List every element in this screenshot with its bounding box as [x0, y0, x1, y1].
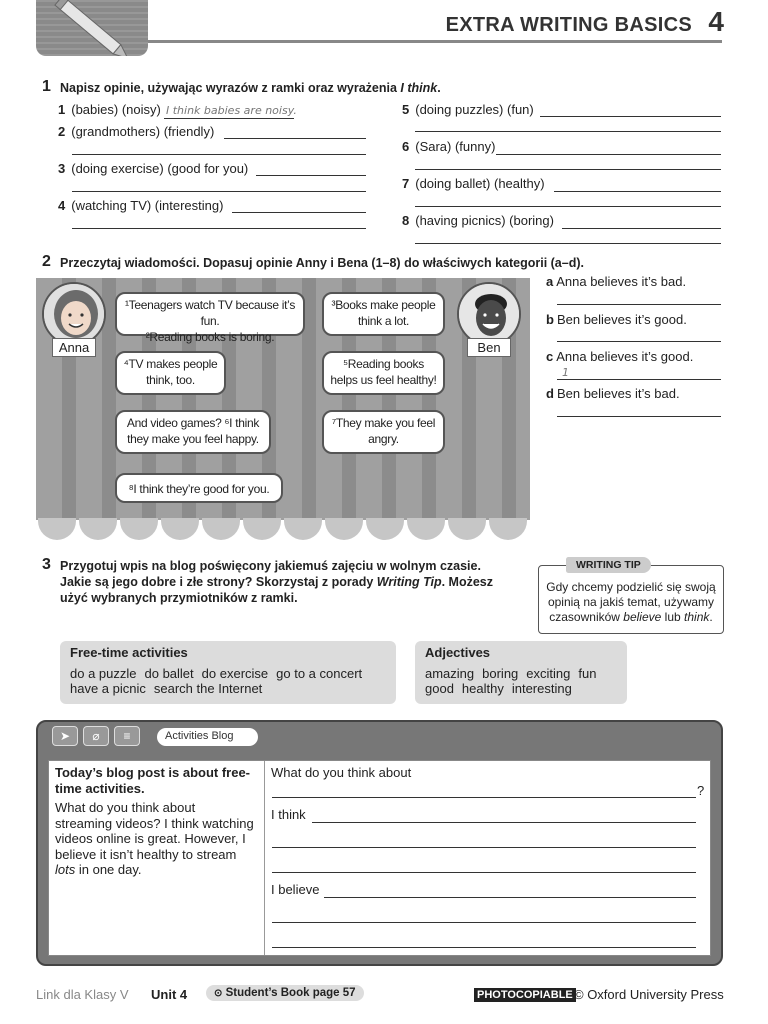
footer-unit: Unit 4 — [151, 987, 188, 1002]
answer-line[interactable] — [415, 169, 721, 170]
answer-line[interactable] — [496, 154, 721, 155]
header-rule — [148, 40, 722, 43]
answer-line[interactable] — [272, 797, 696, 798]
anna-avatar — [42, 282, 106, 346]
ex1-item-7: 7 (doing ballet) (healthy) — [402, 176, 545, 191]
answer-line[interactable] — [540, 116, 721, 117]
answer-line[interactable] — [232, 212, 366, 213]
answer-line[interactable] — [557, 304, 721, 305]
curtain-scallop — [284, 518, 322, 540]
ex1-item-5: 5 (doing puzzles) (fun) — [402, 102, 534, 117]
footer-sb-page: ⊙ Student’s Book page 57 — [206, 985, 364, 1001]
bubble-6: And video games? ⁶I think they make you feel happy. — [115, 410, 271, 454]
bubble-3: ³Books make people think a lot. — [322, 292, 445, 336]
bubble-7: ⁷They make you feel angry. — [322, 410, 445, 454]
answer-line[interactable] — [72, 228, 366, 229]
blog-post: Today’s blog post is about free-time activities. What do you think about streaming videos? I think watching videos online is great. However, I believe it isn’t healthy to stream lots in one day. — [55, 765, 254, 877]
ex1-item-4: 4 (watching TV) (interesting) — [58, 198, 224, 213]
category-a: a Anna believes it’s bad. — [546, 274, 687, 289]
answer-line[interactable] — [557, 341, 721, 342]
ex1-item-3: 3 (doing exercise) (good for you) — [58, 161, 249, 176]
answer-line[interactable] — [554, 191, 721, 192]
curtain-scallop — [366, 518, 404, 540]
blog-prompt-think: I think — [271, 807, 306, 822]
curtain-scallop — [407, 518, 445, 540]
blog-prompt-what: What do you think about — [271, 765, 412, 780]
curtain-scallop — [38, 518, 76, 540]
category-b: b Ben believes it’s good. — [546, 312, 687, 327]
curtain-scallop — [79, 518, 117, 540]
category-c-answer: 1 — [562, 366, 569, 379]
answer-line[interactable] — [256, 175, 366, 176]
ex2-number: 2 — [42, 253, 51, 270]
curtain-scallop — [202, 518, 240, 540]
writing-tip-box: Gdy chcemy podzielić się swoją opinią na jakiś temat, używamy czasowników believe lub think. — [538, 565, 724, 634]
answer-line[interactable] — [557, 379, 721, 380]
question-mark: ? — [697, 783, 705, 798]
curtain-scallop — [448, 518, 486, 540]
ex1-answer-1: I think babies are noisy. — [166, 104, 297, 117]
unit-number: 4 — [708, 6, 724, 37]
bubble-8: ⁸I think they’re good for you. — [115, 473, 283, 503]
answer-line[interactable] — [324, 897, 696, 898]
answer-line[interactable] — [562, 228, 721, 229]
send-icon[interactable]: ➤ — [52, 726, 78, 746]
attach-icon[interactable]: ⌀ — [83, 726, 109, 746]
ex1-number: 1 — [42, 78, 51, 95]
activities-box: Free-time activities do a puzzle do ballet do exercise go to a concert have a picnic search the Internet — [60, 641, 396, 704]
answer-line[interactable] — [272, 947, 696, 948]
copyright: © Oxford University Press — [574, 987, 724, 1002]
pencil-icon — [36, 0, 148, 56]
category-c: c Anna believes it’s good. — [546, 349, 694, 364]
ex3-number: 3 — [42, 556, 51, 573]
answer-line[interactable] — [272, 872, 696, 873]
bubble-1-2: ¹Teenagers watch TV because it’s fun. ²Reading books is boring. — [115, 292, 305, 336]
blog-prompt-believe: I believe — [271, 882, 320, 897]
curtain-scallop — [325, 518, 363, 540]
answer-line[interactable] — [415, 206, 721, 207]
curtain-scallop — [120, 518, 158, 540]
ex2-instruction: Przeczytaj wiadomości. Dopasuj opinie Anny i Bena (1–8) do właściwych kategorii (a–d). — [60, 256, 584, 270]
page-title: EXTRA WRITING BASICS — [445, 14, 692, 36]
curtain-scallop — [161, 518, 199, 540]
answer-line[interactable] — [415, 131, 721, 132]
anna-name: Anna — [52, 338, 96, 357]
answer-line[interactable] — [72, 191, 366, 192]
eye-icon: ⊙ — [214, 988, 223, 999]
ex1-item-6: 6 (Sara) (funny) — [402, 139, 496, 154]
answer-line[interactable] — [272, 847, 696, 848]
ex1-item-2: 2 (grandmothers) (friendly) — [58, 124, 215, 139]
footer-course: Link dla Klasy V — [36, 987, 129, 1002]
menu-icon[interactable]: ≡ — [114, 726, 140, 746]
answer-line[interactable] — [164, 118, 294, 119]
header-tab — [36, 0, 148, 56]
ex3-instruction: Przygotuj wpis na blog poświęcony jakiemuś zajęciu w wolnym czasie. Jakie są jego dobre i złe strony? Skorzystaj z porady Writing Tip. Możesz użyć wybranych przymiotników z ramki. — [60, 559, 494, 605]
ex1-item-8: 8 (having picnics) (boring) — [402, 213, 554, 228]
bubble-4: ⁴TV makes people think, too. — [115, 351, 226, 395]
photocopiable-badge: PHOTOCOPIABLE — [474, 988, 576, 1002]
ben-avatar — [457, 282, 521, 346]
answer-line[interactable] — [557, 416, 721, 417]
answer-line[interactable] — [312, 822, 696, 823]
blog-divider — [264, 761, 265, 955]
answer-line[interactable] — [272, 922, 696, 923]
answer-line[interactable] — [415, 243, 721, 244]
writing-tip-label: WRITING TIP — [566, 557, 651, 573]
adjectives-box: Adjectives amazing boring exciting fun good healthy interesting — [415, 641, 627, 704]
ben-name: Ben — [467, 338, 511, 357]
ex1-item-1: 1 (babies) (noisy) — [58, 102, 161, 117]
curtain-scallop — [489, 518, 527, 540]
category-d: d Ben believes it’s bad. — [546, 386, 680, 401]
blog-title-field[interactable]: Activities Blog — [157, 728, 258, 746]
ex1-instruction: Napisz opinie, używając wyrazów z ramki oraz wyrażenia I think. — [60, 81, 441, 95]
bubble-5: ⁵Reading books helps us feel healthy! — [322, 351, 445, 395]
answer-line[interactable] — [224, 138, 366, 139]
curtain-scallop — [243, 518, 281, 540]
answer-line[interactable] — [72, 154, 366, 155]
